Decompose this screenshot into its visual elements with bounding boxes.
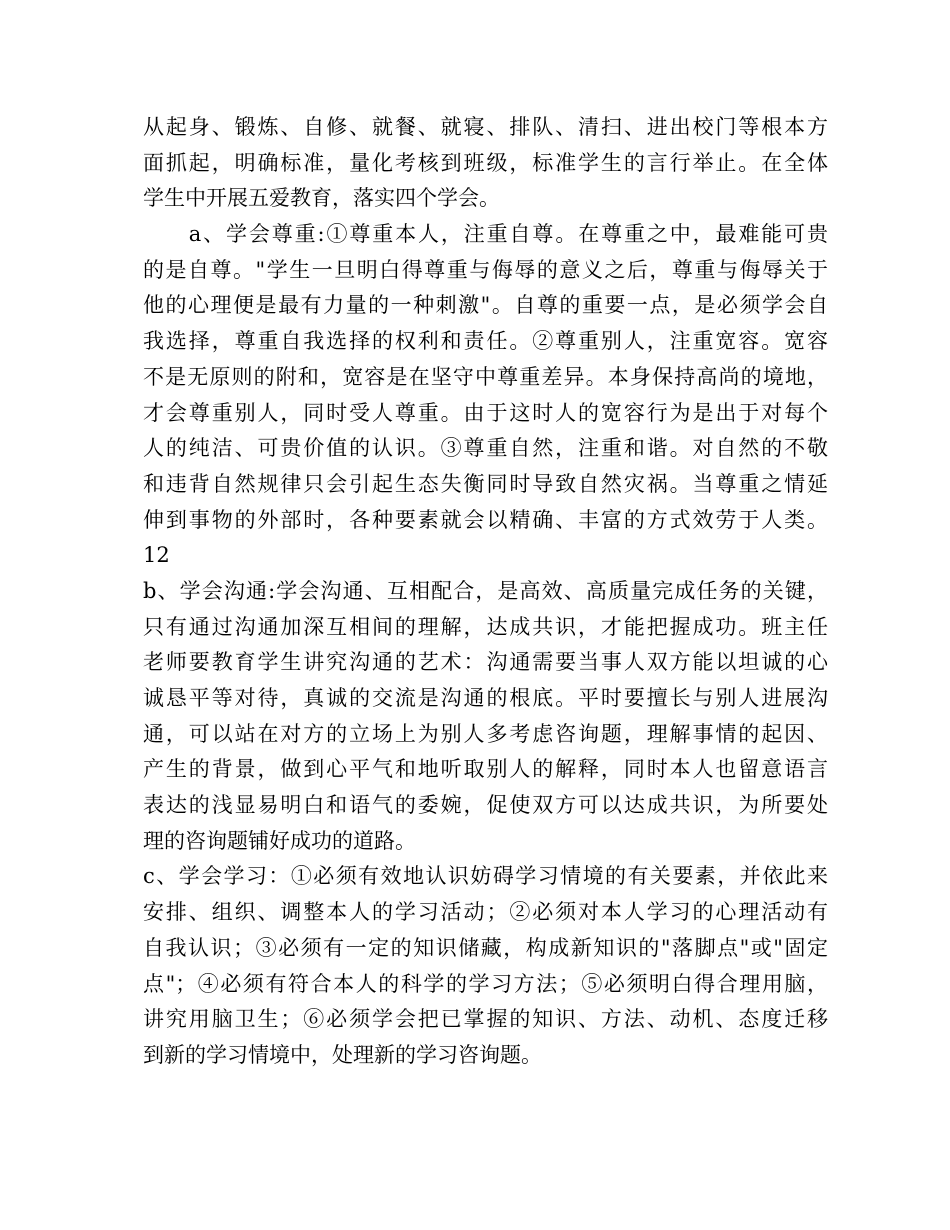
text-line: c、学会学习：①必须有效地认识妨碍学习情境的有关要素，并依此来 bbox=[143, 864, 828, 889]
text-line: 面抓起，明确标准，量化考核到班级，标准学生的言行举止。在全体 bbox=[143, 150, 828, 175]
text-line: 表达的浅显易明白和语气的委婉，促使双方可以达成共识，为所要处 bbox=[143, 793, 828, 818]
text-line: 学生中开展五爱教育，落实四个学会。 bbox=[143, 186, 500, 211]
text-line: 伸到事物的外部时，各种要素就会以精确、丰富的方式效劳于人类。 bbox=[143, 507, 828, 532]
text-line: 到新的学习情境中，处理新的学习咨询题。 bbox=[143, 1042, 542, 1067]
text-line: b、学会沟通:学会沟通、互相配合，是高效、高质量完成任务的关键， bbox=[143, 578, 828, 603]
text-line: a、学会尊重:①尊重本人，注重自尊。在尊重之中，最难能可贵 bbox=[143, 222, 828, 247]
text-line: 讲究用脑卫生；⑥必须学会把已掌握的知识、方法、动机、态度迁移 bbox=[143, 1007, 828, 1032]
text-line: 点"；④必须有符合本人的科学的学习方法；⑤必须明白得合理用脑， bbox=[143, 971, 828, 996]
text-line: 诚恳平等对待，真诚的交流是沟通的根底。平时要擅长与别人进展沟 bbox=[143, 686, 828, 710]
page-number: 12 bbox=[143, 543, 170, 568]
text-line: 人的纯洁、可贵价值的认识。③尊重自然，注重和谐。对自然的不敬 bbox=[143, 436, 828, 461]
text-line: 我选择，尊重自我选择的权利和责任。②尊重别人，注重宽容。宽容 bbox=[143, 329, 828, 354]
text-line: 理的咨询题铺好成功的道路。 bbox=[143, 828, 416, 853]
text-line: 从起身、锻炼、自修、就餐、就寝、排队、清扫、进出校门等根本方 bbox=[143, 115, 828, 139]
document-page bbox=[143, 110, 828, 1074]
text-line: 通，可以站在对方的立场上为别人多考虑咨询题，理解事情的起因、 bbox=[143, 721, 828, 746]
text-line: 才会尊重别人，同时受人尊重。由于这时人的宽容行为是出于对每个 bbox=[143, 400, 828, 425]
text-line: 和违背自然规律只会引起生态失衡同时导致自然灾祸。当尊重之情延 bbox=[143, 471, 828, 496]
text-line: 自我认识；③必须有一定的知识储藏，构成新知识的"落脚点"或"固定 bbox=[143, 935, 828, 960]
text-line: 产生的背景，做到心平气和地听取别人的解释，同时本人也留意语言 bbox=[143, 757, 828, 782]
text-line: 他的心理便是最有力量的一种刺激"。自尊的重要一点，是必须学会自 bbox=[143, 293, 828, 318]
text-line: 不是无原则的附和，宽容是在坚守中尊重差异。本身保持高尚的境地， bbox=[143, 364, 828, 389]
text-line: 安排、组织、调整本人的学习活动；②必须对本人学习的心理活动有 bbox=[143, 900, 828, 925]
text-line: 的是自尊。"学生一旦明白得尊重与侮辱的意义之后，尊重与侮辱关于 bbox=[143, 257, 828, 282]
text-line: 只有通过沟通加深互相间的理解，达成共识，才能把握成功。班主任 bbox=[143, 614, 828, 639]
text-line: 老师要教育学生讲究沟通的艺术：沟通需要当事人双方能以坦诚的心 bbox=[143, 650, 828, 675]
